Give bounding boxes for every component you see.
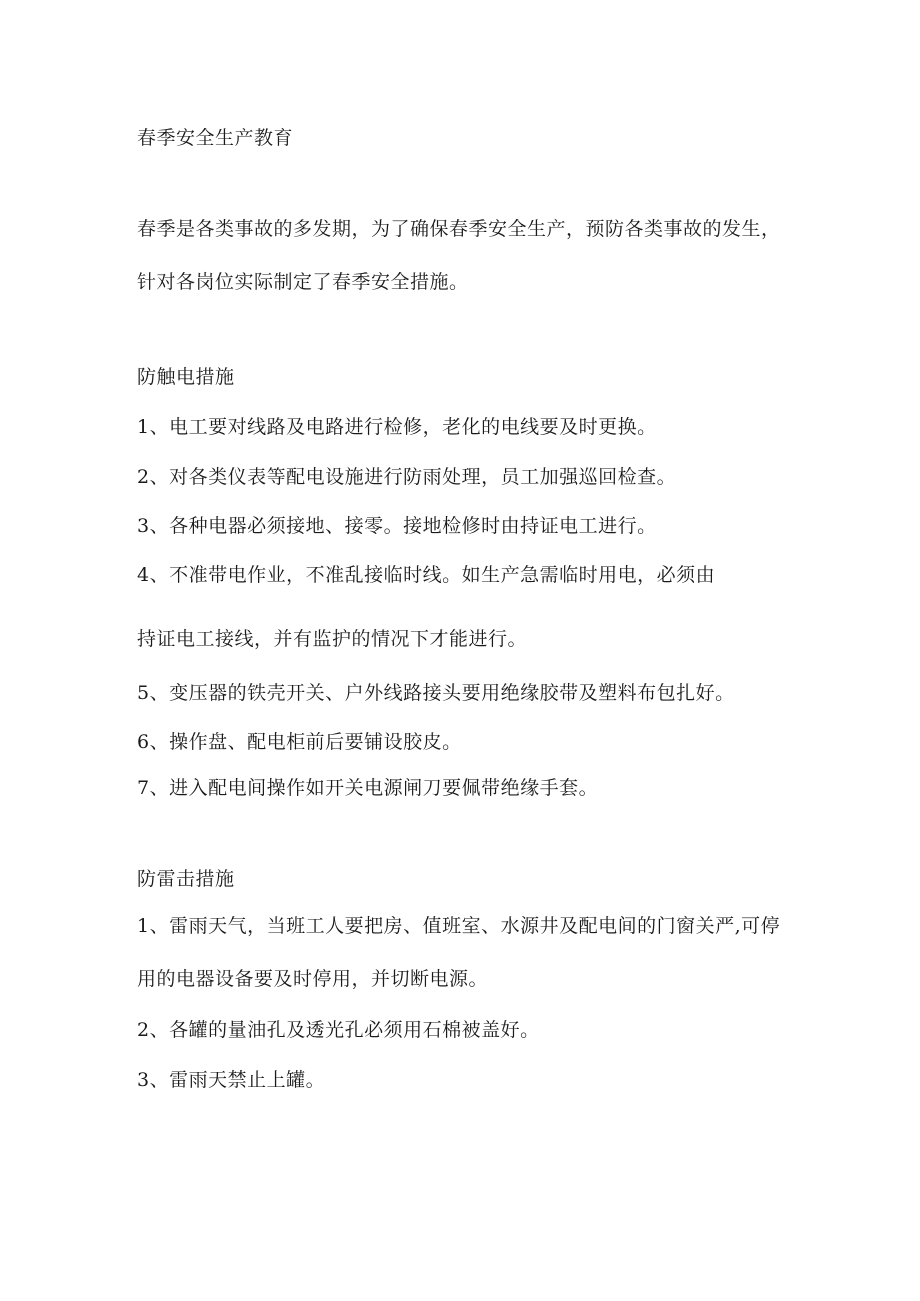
list-item: 4、不准带电作业，不准乱接临时线。如生产急需临时用电，必须由: [137, 564, 716, 586]
list-item: 2、各罐的量油孔及透光孔必须用石棉被盖好。: [137, 1019, 540, 1041]
document-title: 春季安全生产教育: [137, 127, 294, 149]
list-item: 2、对各类仪表等配电设施进行防雨处理，员工加强巡回检查。: [137, 466, 677, 488]
section-heading-electric: 防触电措施: [137, 366, 235, 388]
list-item: 1、电工要对线路及电路进行检修，老化的电线要及时更换。: [137, 416, 657, 438]
list-item: 3、雷雨天禁止上罐。: [137, 1069, 326, 1091]
list-item: 3、各种电器必须接地、接零。接地检修时由持证电工进行。: [137, 515, 657, 537]
list-item: 5、变压器的铁壳开关、户外线路接头要用绝缘胶带及塑料布包扎好。: [137, 682, 735, 704]
section-heading-lightning: 防雷击措施: [137, 868, 235, 890]
intro-paragraph: 春季是各类事故的多发期，为了确保春季安全生产，预防各类事故的发生，针对各岗位实际制定了春季安全措施。: [137, 218, 781, 293]
list-item: 7、进入配电间操作如开关电源闸刀要佩带绝缘手套。: [137, 777, 599, 799]
list-item: 1、雷雨天气，当班工人要把房、值班室、水源井及配电间的门窗关严,可停用的电器设备要及时停用，并切断电源。: [137, 915, 781, 990]
list-item: 持证电工接线，并有监护的情况下才能进行。: [137, 628, 528, 650]
list-item: 6、操作盘、配电柜前后要铺设胶皮。: [137, 731, 462, 753]
